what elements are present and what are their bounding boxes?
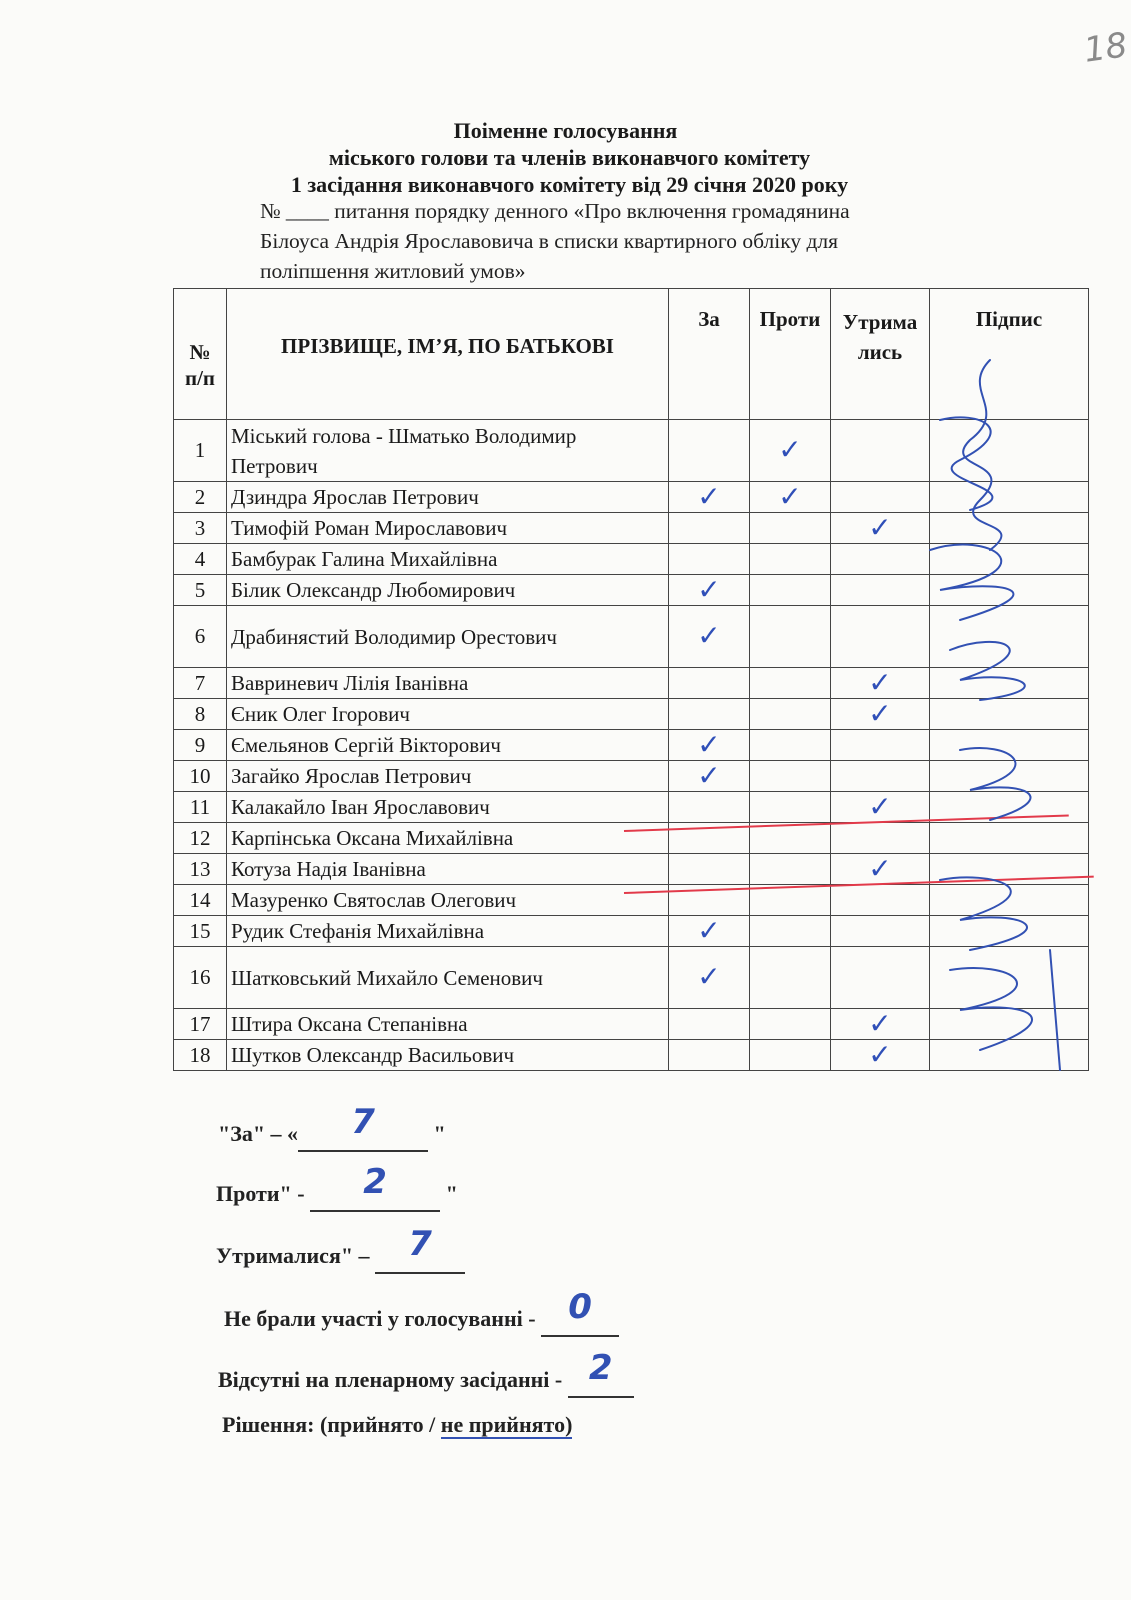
- checkmark-icon: ✓: [697, 619, 721, 652]
- vote-cell-for: [669, 420, 750, 482]
- vote-cell-for: [669, 1009, 750, 1040]
- vote-cell-for: [669, 792, 750, 823]
- vote-cell-for: [669, 913, 750, 947]
- col-header-for: За: [669, 289, 750, 420]
- vote-cell-against: [750, 854, 831, 885]
- row-number: 11: [174, 792, 227, 823]
- row-number: 5: [174, 575, 227, 606]
- summary-for: [218, 1102, 446, 1152]
- summary-absent-value: 2: [588, 1348, 613, 1388]
- checkmark-icon: ✓: [778, 433, 802, 466]
- summary-against: [216, 1162, 458, 1212]
- summary-abstained-label: Утрималися" –: [216, 1243, 370, 1268]
- row-number: 3: [174, 513, 227, 544]
- row-number: 7: [174, 668, 227, 699]
- summary-against-label: Проти" -: [216, 1181, 305, 1206]
- vote-cell-against: [750, 668, 831, 699]
- summary-abstained-field: [375, 1224, 465, 1274]
- summary-abstained-value: 7: [408, 1224, 432, 1264]
- summary-for-field: [298, 1102, 428, 1152]
- summary-not-voted-field: [541, 1287, 619, 1337]
- vote-cell-against: [750, 730, 831, 761]
- row-number: 9: [174, 730, 227, 761]
- summary-absent: [218, 1348, 634, 1398]
- page-number: 18: [1081, 25, 1130, 71]
- row-name: Дзиндра Ярослав Петрович: [227, 482, 669, 513]
- summary-abstained: [216, 1224, 465, 1274]
- summary-against-value: 2: [363, 1162, 387, 1202]
- row-name: Бамбурак Галина Михайлівна: [227, 544, 669, 575]
- row-name: Єник Олег Ігорович: [227, 699, 669, 730]
- checkmark-icon: ✓: [868, 665, 892, 699]
- vote-cell-for: [669, 544, 750, 575]
- col-header-against: Проти: [750, 289, 831, 420]
- col-header-signature: Підпис: [930, 289, 1089, 420]
- vote-cell-against: [750, 699, 831, 730]
- checkmark-icon: ✓: [697, 727, 721, 761]
- vote-cell-for: [669, 727, 750, 761]
- checkmark-icon: ✓: [868, 1037, 892, 1071]
- summary-absent-label: Відсутні на пленарному засіданні -: [218, 1367, 563, 1392]
- vote-cell-for: [669, 854, 750, 885]
- row-name: Вавриневич Лілія Іванівна: [227, 668, 669, 699]
- checkmark-icon: ✓: [697, 960, 721, 993]
- checkmark-icon: ✓: [868, 851, 892, 885]
- vote-cell-against: [750, 761, 831, 792]
- row-number: 6: [174, 606, 227, 668]
- row-name: Ємельянов Сергій Вікторович: [227, 730, 669, 761]
- row-name: Шутков Олександр Васильович: [227, 1040, 669, 1071]
- vote-cell-for: [669, 947, 750, 1009]
- vote-cell-against: [750, 792, 831, 823]
- row-number: 2: [174, 482, 227, 513]
- summary-decision: [222, 1412, 572, 1438]
- question-line-2: Білоуса Андрія Ярославовича в списки квартирного обліку для: [260, 229, 839, 253]
- row-name: Драбинястий Володимир Орестович: [227, 606, 669, 668]
- checkmark-icon: ✓: [697, 572, 721, 606]
- checkmark-icon: ✓: [697, 913, 721, 947]
- vote-cell-against: [750, 513, 831, 544]
- row-name: Шатковський Михайло Семенович: [227, 947, 669, 1009]
- col-header-num: № п/п: [174, 289, 227, 420]
- row-number: 4: [174, 544, 227, 575]
- vote-cell-for: [669, 758, 750, 792]
- checkmark-icon: ✓: [868, 510, 892, 544]
- vote-cell-against: [750, 1040, 831, 1071]
- row-name: Котуза Надія Іванівна: [227, 854, 669, 885]
- vote-cell-for: [669, 479, 750, 513]
- row-name: Тимофій Роман Мирославович: [227, 513, 669, 544]
- vote-cell-against: [750, 420, 831, 482]
- vote-cell-against: [750, 916, 831, 947]
- vote-cell-against: [750, 1009, 831, 1040]
- summary-decision-value: не прийнято): [440, 1412, 573, 1437]
- meeting-line: 1 засідання виконавчого комітету від 29 січня 2020 року: [290, 172, 849, 197]
- row-name: Штира Оксана Степанівна: [227, 1009, 669, 1040]
- summary-for-label: "За" – «: [218, 1121, 299, 1146]
- row-number: 18: [174, 1040, 227, 1071]
- row-number: 1: [174, 420, 227, 482]
- doc-title: Поіменне голосування: [453, 118, 678, 143]
- vote-cell-against: [750, 544, 831, 575]
- summary-not-voted-label: Не брали участі у голосуванні -: [224, 1306, 536, 1331]
- vote-cell-against: [750, 575, 831, 606]
- row-number: 8: [174, 699, 227, 730]
- checkmark-icon: ✓: [868, 1006, 892, 1040]
- row-number: 15: [174, 916, 227, 947]
- row-number: 10: [174, 761, 227, 792]
- summary-for-value: 7: [351, 1102, 375, 1142]
- vote-cell-for: [669, 668, 750, 699]
- signatures-scribble: [900, 350, 1100, 1080]
- checkmark-icon: ✓: [868, 696, 892, 730]
- vote-cell-for: [669, 572, 750, 606]
- row-name: Міський голова - Шматько Володимир Петрович: [227, 420, 669, 482]
- checkmark-icon: ✓: [778, 479, 802, 513]
- question-line-1: № ____ питання порядку денного «Про включення громадянина: [260, 199, 850, 223]
- row-name: Загайко Ярослав Петрович: [227, 761, 669, 792]
- row-number: 13: [174, 854, 227, 885]
- summary-not-voted: [224, 1287, 619, 1337]
- col-header-name: ПРІЗВИЩЕ, ІМ’Я, ПО БАТЬКОВІ: [227, 289, 669, 420]
- vote-cell-against: [750, 606, 831, 668]
- vote-cell-against: [750, 479, 831, 513]
- row-number: 16: [174, 947, 227, 1009]
- row-name: Мазуренко Святослав Олегович: [227, 885, 669, 916]
- row-number: 12: [174, 823, 227, 854]
- row-name: Білик Олександр Любомирович: [227, 575, 669, 606]
- question-line-3: поліпшення житловий умов»: [260, 259, 526, 283]
- row-number: 17: [174, 1009, 227, 1040]
- col-header-abstained: Утрима лись: [831, 289, 930, 420]
- vote-cell-for: [669, 1040, 750, 1071]
- row-name: Калакайло Іван Ярославович: [227, 792, 669, 823]
- summary-absent-field: [568, 1348, 634, 1398]
- checkmark-icon: ✓: [697, 758, 721, 792]
- doc-subtitle: міського голови та членів виконавчого комітету: [328, 145, 811, 170]
- row-name: Карпінська Оксана Михайлівна: [227, 823, 669, 854]
- row-number: 14: [174, 885, 227, 916]
- summary-not-voted-value: 0: [568, 1287, 592, 1327]
- vote-cell-for: [669, 699, 750, 730]
- summary-against-field: [310, 1162, 440, 1212]
- checkmark-icon: ✓: [697, 479, 721, 513]
- summary-against-close: ": [445, 1181, 458, 1206]
- summary-for-close: ": [433, 1121, 446, 1146]
- vote-cell-against: [750, 947, 831, 1009]
- summary-decision-label: Рішення: (прийнято /: [222, 1412, 436, 1437]
- checkmark-icon: ✓: [868, 789, 892, 823]
- vote-cell-for: [669, 606, 750, 668]
- vote-cell-for: [669, 513, 750, 544]
- row-name: Рудик Стефанія Михайлівна: [227, 916, 669, 947]
